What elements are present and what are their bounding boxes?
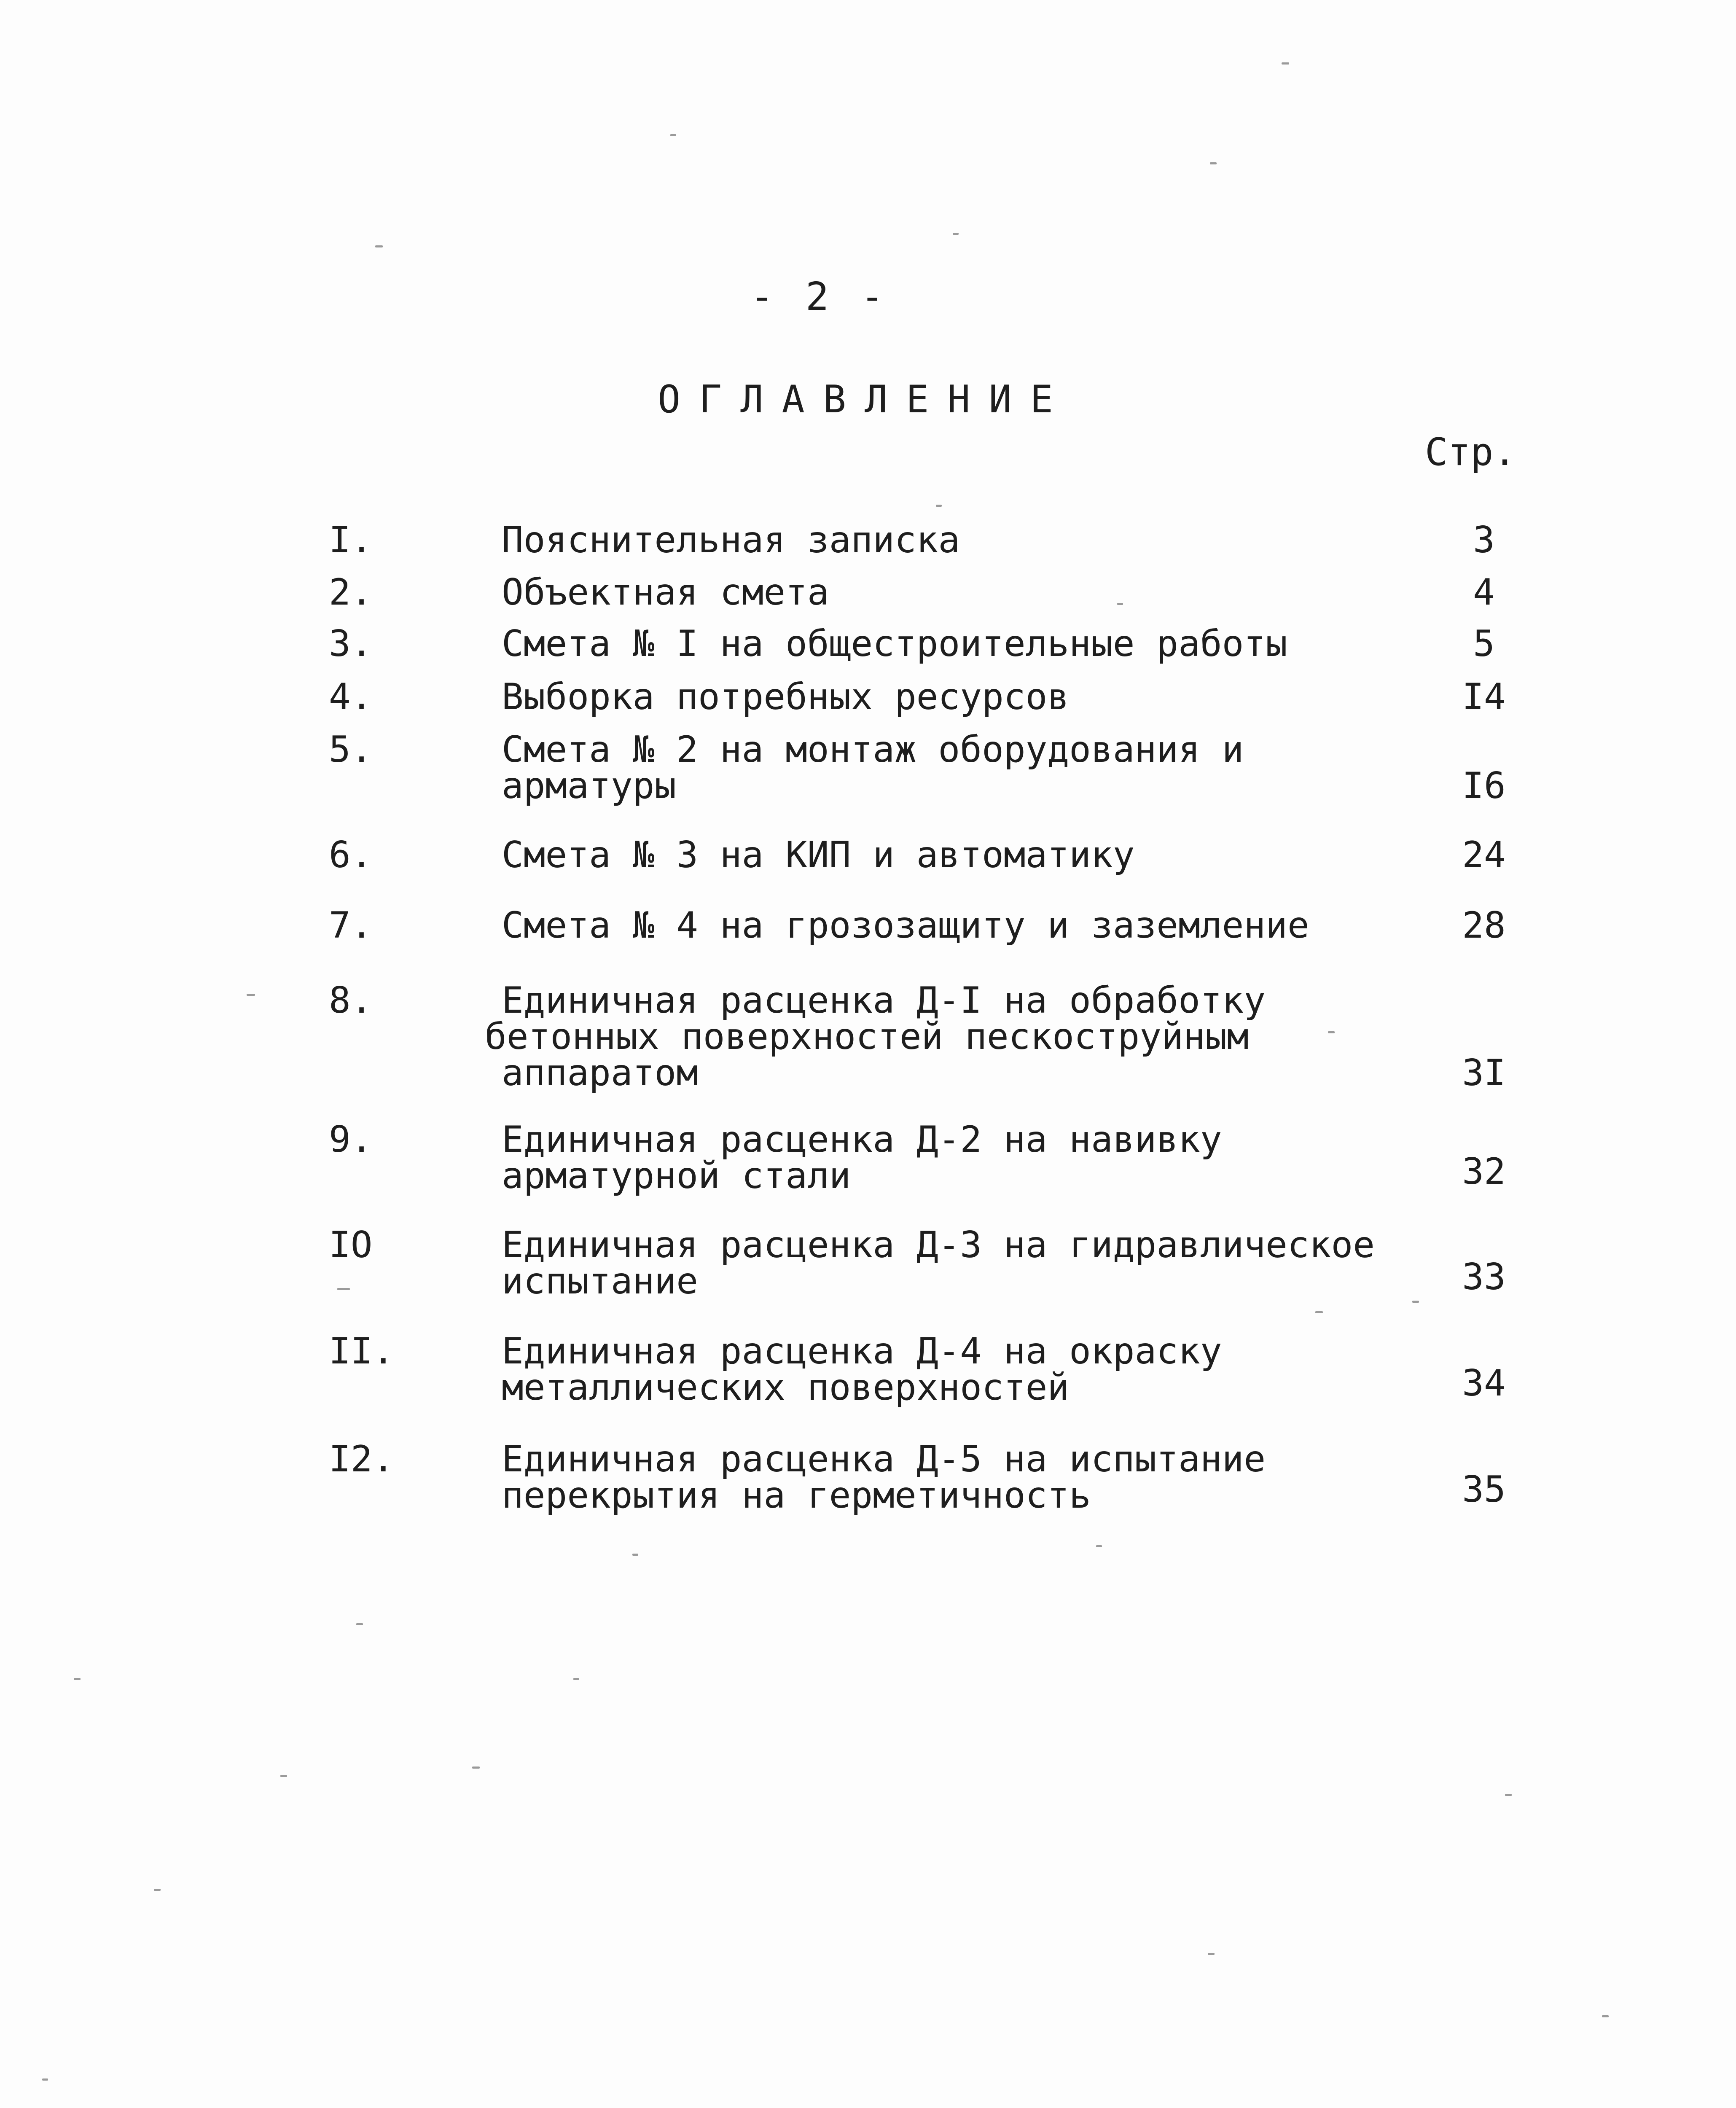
toc-entry-title <box>502 519 1408 561</box>
toc-entry-page: 4 <box>1473 571 1495 613</box>
toc-entry-line: арматуры <box>502 765 677 807</box>
toc-entry-page: 34 <box>1462 1362 1506 1404</box>
toc-entry-line: перекрытия на герметичность <box>502 1474 1091 1516</box>
scan-speck <box>375 245 383 247</box>
scan-speck <box>337 1288 350 1290</box>
toc-entry-title <box>502 571 1408 613</box>
toc-entry-line: бетонных поверхностей пескоструйным <box>485 1016 1249 1058</box>
toc-entry-page: 33 <box>1462 1256 1506 1298</box>
scan-speck <box>1315 1311 1323 1313</box>
toc-entry-number: 2. <box>329 571 373 613</box>
toc-entry-line: Смета № 2 на монтаж оборудования и <box>502 729 1244 771</box>
scan-speck <box>1602 2015 1609 2017</box>
toc-entry-title <box>502 1119 1408 1197</box>
toc-entry-number: 3. <box>329 623 373 665</box>
page-number: - 2 - <box>750 274 888 319</box>
toc-entry-line: Единичная расценка Д-3 на гидравлическое <box>502 1224 1375 1266</box>
scan-speck <box>247 994 255 996</box>
page-column-header: Стр. <box>1425 430 1516 474</box>
toc-entry-number: I. <box>329 519 373 561</box>
scan-speck <box>1096 1545 1102 1547</box>
toc-entry-line: Единичная расценка Д-I на обработку <box>502 979 1266 1022</box>
toc-entry-title <box>502 904 1408 946</box>
scan-speck <box>1208 1953 1215 1955</box>
scan-speck <box>1412 1301 1419 1303</box>
toc-entry-number: 5. <box>329 729 373 771</box>
scan-speck <box>1117 603 1123 605</box>
toc-entry-line: Единичная расценка Д-4 на окраску <box>502 1330 1222 1372</box>
toc-entry-line: Смета № 3 на КИП и автоматику <box>502 834 1135 876</box>
toc-entry-line: Смета № I на общестроительные работы <box>502 623 1287 665</box>
scan-speck <box>280 1775 287 1777</box>
scan-speck <box>74 1678 81 1680</box>
scan-speck <box>42 2078 48 2081</box>
toc-entry-line: аппаратом <box>502 1052 698 1094</box>
toc-entry-title <box>502 1330 1408 1409</box>
toc-entry-line: Пояснительная записка <box>502 519 960 561</box>
scan-speck <box>670 134 676 136</box>
scan-speck <box>356 1623 363 1625</box>
toc-entry-title <box>502 834 1408 876</box>
toc-entry-line: арматурной стали <box>502 1155 851 1197</box>
toc-entry-title <box>502 1224 1408 1302</box>
toc-entry-title <box>485 979 1408 1094</box>
toc-entry-number: 9. <box>329 1119 373 1161</box>
toc-entry-page: 3I <box>1462 1052 1506 1094</box>
scan-speck <box>573 1678 579 1680</box>
toc-entry-number: 7. <box>329 904 373 946</box>
toc-entry-page: 3 <box>1473 519 1495 561</box>
scan-speck <box>953 233 959 235</box>
toc-entry-line: Выборка потребных ресурсов <box>502 676 1070 718</box>
toc-entry-line: Единичная расценка Д-5 на испытание <box>502 1438 1266 1480</box>
toc-entry-line: Смета № 4 на грозозащиту и заземление <box>502 904 1309 946</box>
toc-entry-line: металлических поверхностей <box>502 1366 1070 1409</box>
toc-entry-number: 4. <box>329 676 373 718</box>
scan-speck <box>1328 1031 1335 1033</box>
toc-entry-page: 24 <box>1462 834 1506 876</box>
toc-entry-title <box>502 676 1408 718</box>
scan-speck <box>472 1767 480 1769</box>
scan-speck <box>1210 162 1217 164</box>
toc-entry-page: I4 <box>1462 676 1506 718</box>
toc-entry-page: 32 <box>1462 1151 1506 1193</box>
scan-speck <box>1282 62 1289 65</box>
toc-entry-page: 5 <box>1473 623 1495 665</box>
toc-entry-line: Объектная смета <box>502 571 829 613</box>
toc-entry-number: II. <box>329 1330 395 1372</box>
toc-entry-number: 6. <box>329 834 373 876</box>
toc-entry-page: 35 <box>1462 1468 1506 1511</box>
toc-entry-line: испытание <box>502 1260 698 1302</box>
toc-entry-title <box>502 623 1408 665</box>
toc-entry-line: Единичная расценка Д-2 на навивку <box>502 1119 1222 1161</box>
page-title: ОГЛАВЛЕНИЕ <box>658 377 1072 422</box>
toc-entry-page: I6 <box>1462 765 1506 807</box>
toc-entry-title <box>502 1438 1408 1516</box>
scan-speck <box>1505 1794 1512 1796</box>
scan-speck <box>632 1554 638 1556</box>
scan-speck <box>154 1889 161 1891</box>
toc-entry-number: 8. <box>329 979 373 1022</box>
toc-entry-page: 28 <box>1462 904 1506 946</box>
scan-speck <box>936 505 942 507</box>
toc-entry-number: IO <box>329 1224 373 1266</box>
toc-entry-title <box>502 729 1408 807</box>
toc-entry-number: I2. <box>329 1438 395 1480</box>
